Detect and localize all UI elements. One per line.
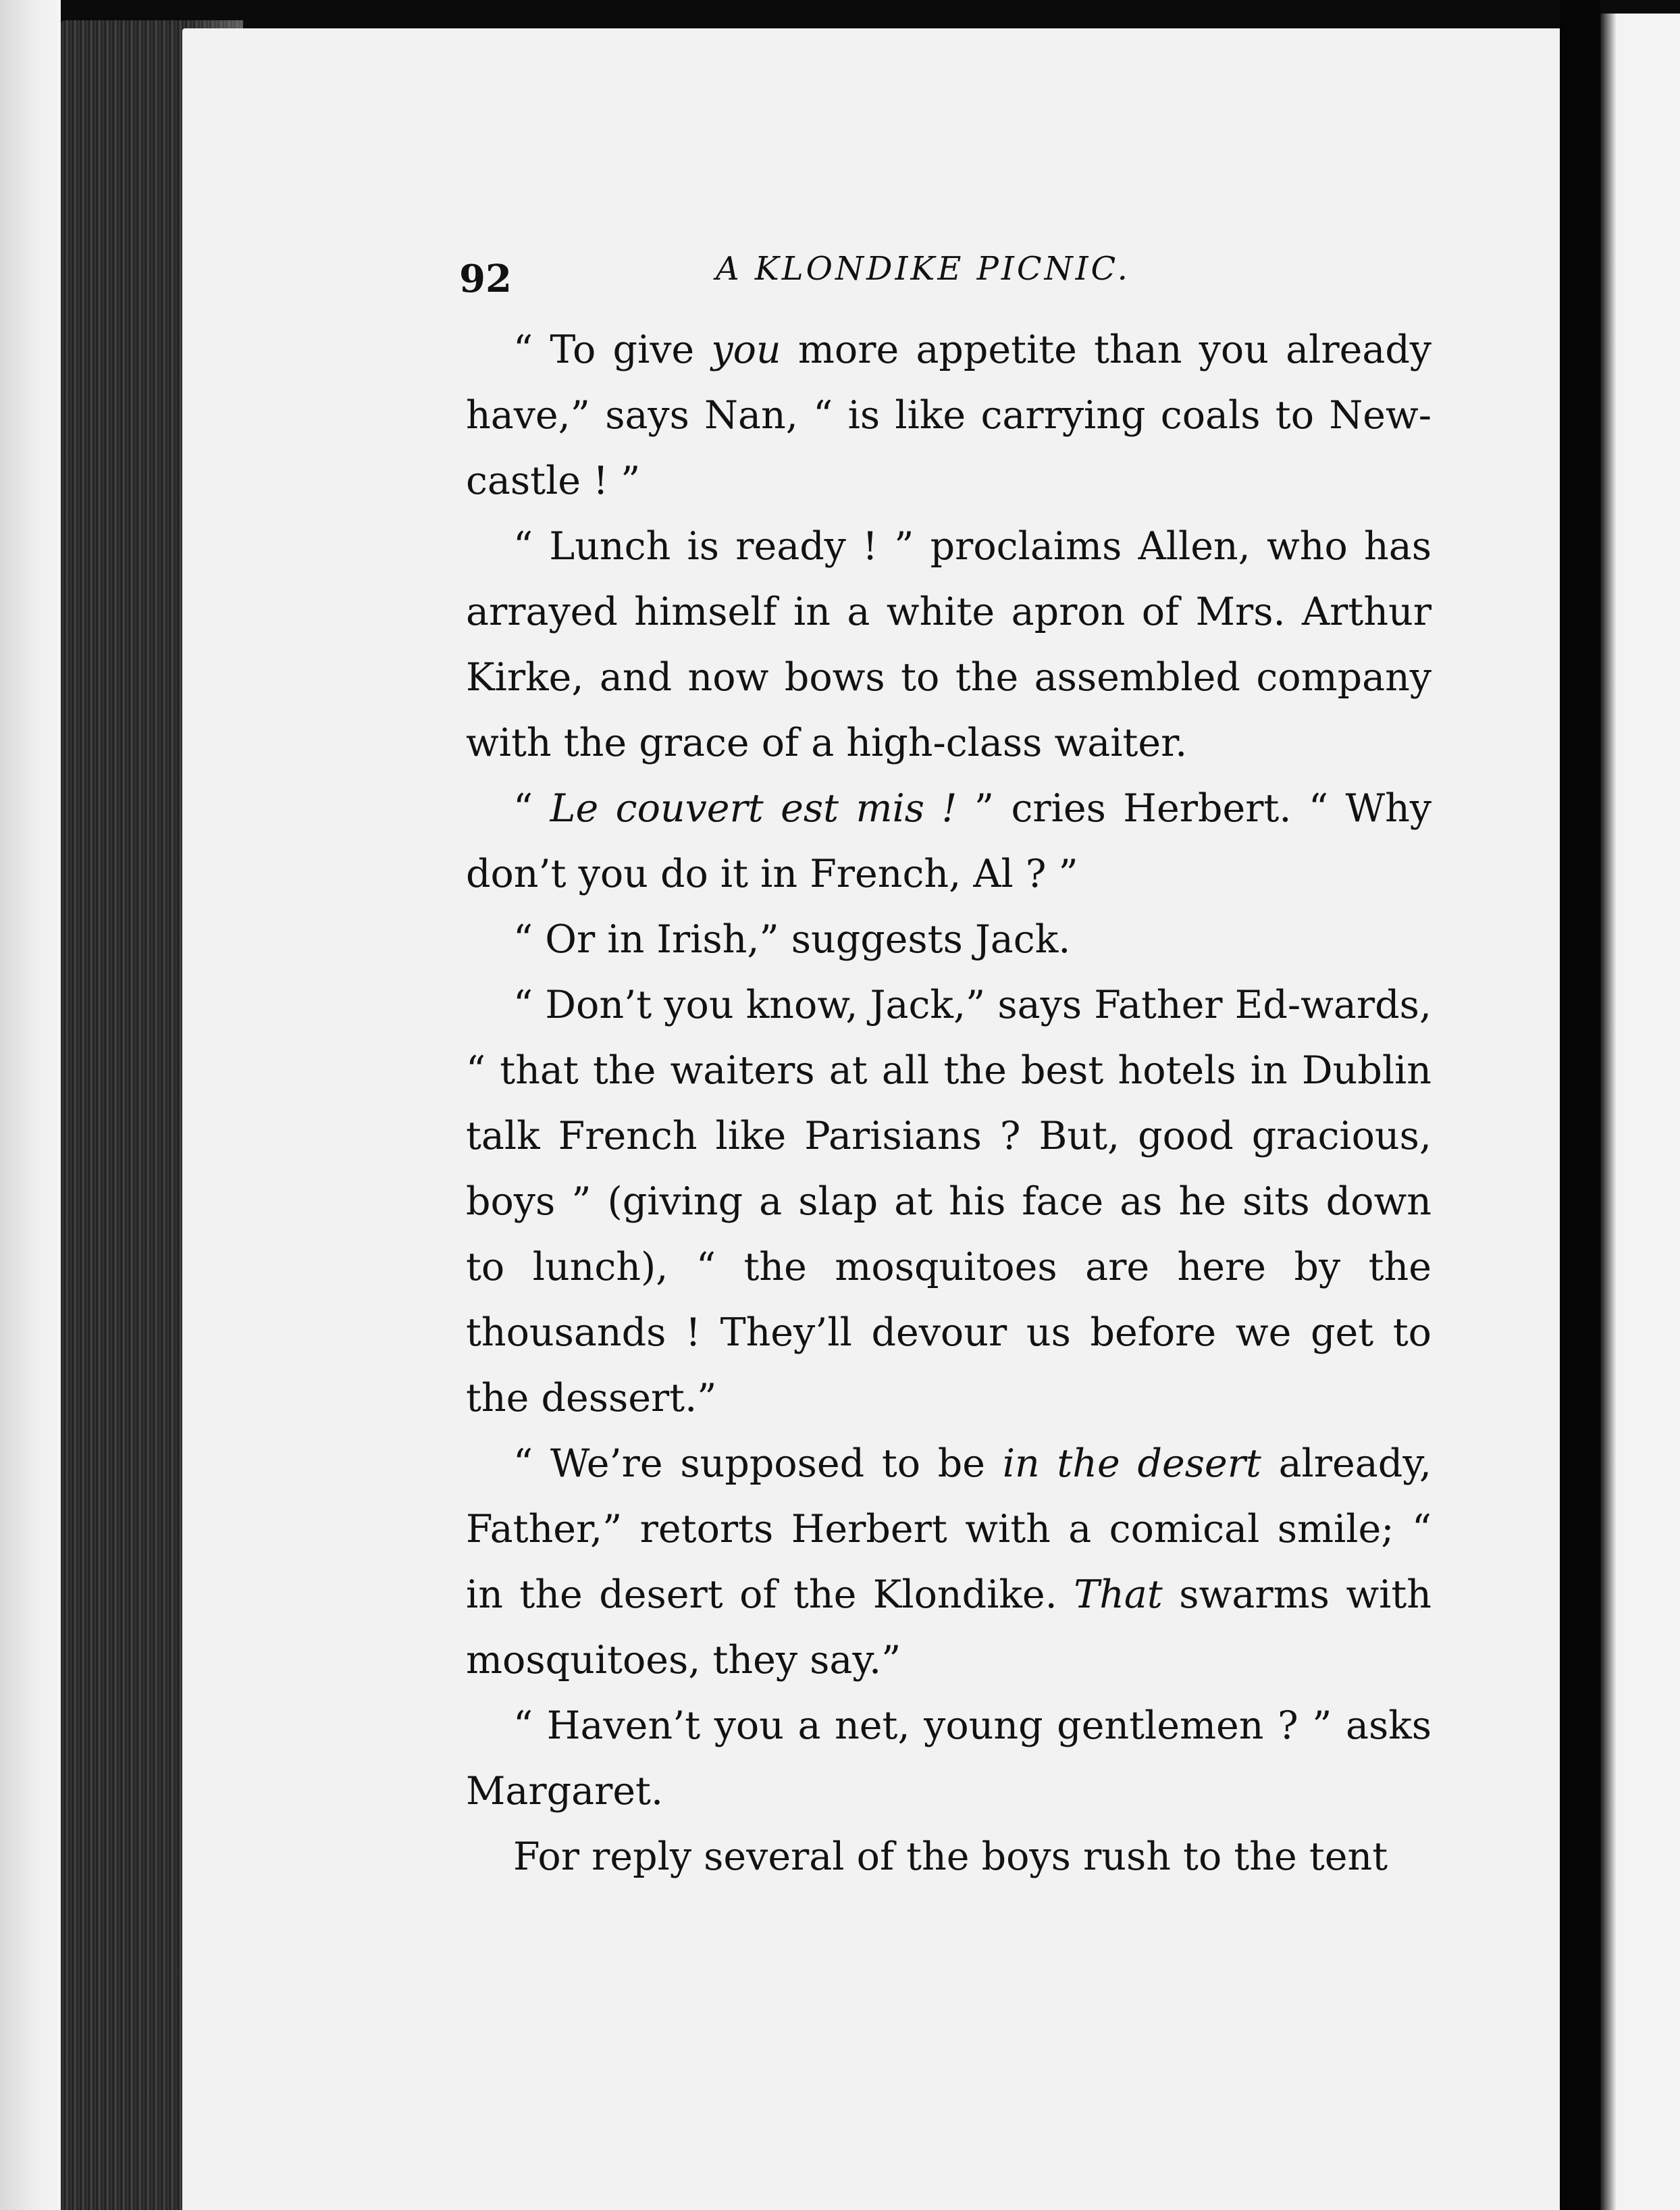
- running-head: [284, 236, 1432, 317]
- paragraph: [466, 973, 1432, 1431]
- italic-text: you: [711, 328, 781, 372]
- italic-text: Le couvert est mis !: [550, 786, 957, 831]
- text-run: “ To give: [513, 328, 712, 372]
- paragraph: [466, 907, 1432, 973]
- text-run: more appetite than you already have,” says Nan, “ is like carrying coals to New-castle ! ”: [466, 328, 1432, 503]
- body-text: [466, 317, 1432, 1890]
- text-run: “ Haven’t you a net, young gentlemen ? ” asks Margaret.: [466, 1703, 1432, 1814]
- paragraph: [466, 1693, 1432, 1824]
- italic-text: That: [1074, 1572, 1163, 1617]
- paragraph: [466, 1431, 1432, 1693]
- running-title: A KLONDIKE PICNIC.: [716, 250, 1130, 288]
- paragraph: [466, 514, 1432, 776]
- page-number: 92: [459, 257, 512, 301]
- text-run: “ Don’t you know, Jack,” says Father Ed-wards, “ that the waiters at all the best hotels in Dublin talk French like Parisians ? But, good gracious, boys ” (giving a slap at his face as he sits down to lunch), “ the mosquitoes are here by the thousands ! They’ll devour us before we get to the dessert.”: [466, 983, 1432, 1420]
- next-page-sliver: [1600, 14, 1680, 2210]
- text-run: swarms with mosquitoes, they say.”: [466, 1572, 1432, 1682]
- paragraph: [466, 776, 1432, 907]
- text-run: “ Lunch is ready ! ” proclaims Allen, who has arrayed himself in a white apron of Mrs. Arthur Kirke, and now bows to the assembled company with the grace of a high-class waiter.: [466, 524, 1432, 765]
- text-run: For reply several of the boys rush to the tent: [513, 1834, 1388, 1879]
- paragraph: [466, 317, 1432, 514]
- text-run: “ We’re supposed to be: [513, 1441, 1003, 1486]
- italic-text: in the desert: [1002, 1441, 1261, 1486]
- text-run: “: [513, 786, 550, 831]
- left-margin-strip: [0, 0, 61, 2210]
- book-gutter: [1560, 0, 1600, 2210]
- text-run: ” cries Herbert. “ Why don’t you do it in French, Al ? ”: [466, 786, 1432, 896]
- paragraph: [466, 1824, 1432, 1890]
- page-content: [284, 236, 1432, 1879]
- text-run: already, Father,” retorts Herbert with a comical smile; “ in the desert of the Klondike.: [466, 1441, 1432, 1617]
- text-run: “ Or in Irish,” suggests Jack.: [513, 917, 1071, 962]
